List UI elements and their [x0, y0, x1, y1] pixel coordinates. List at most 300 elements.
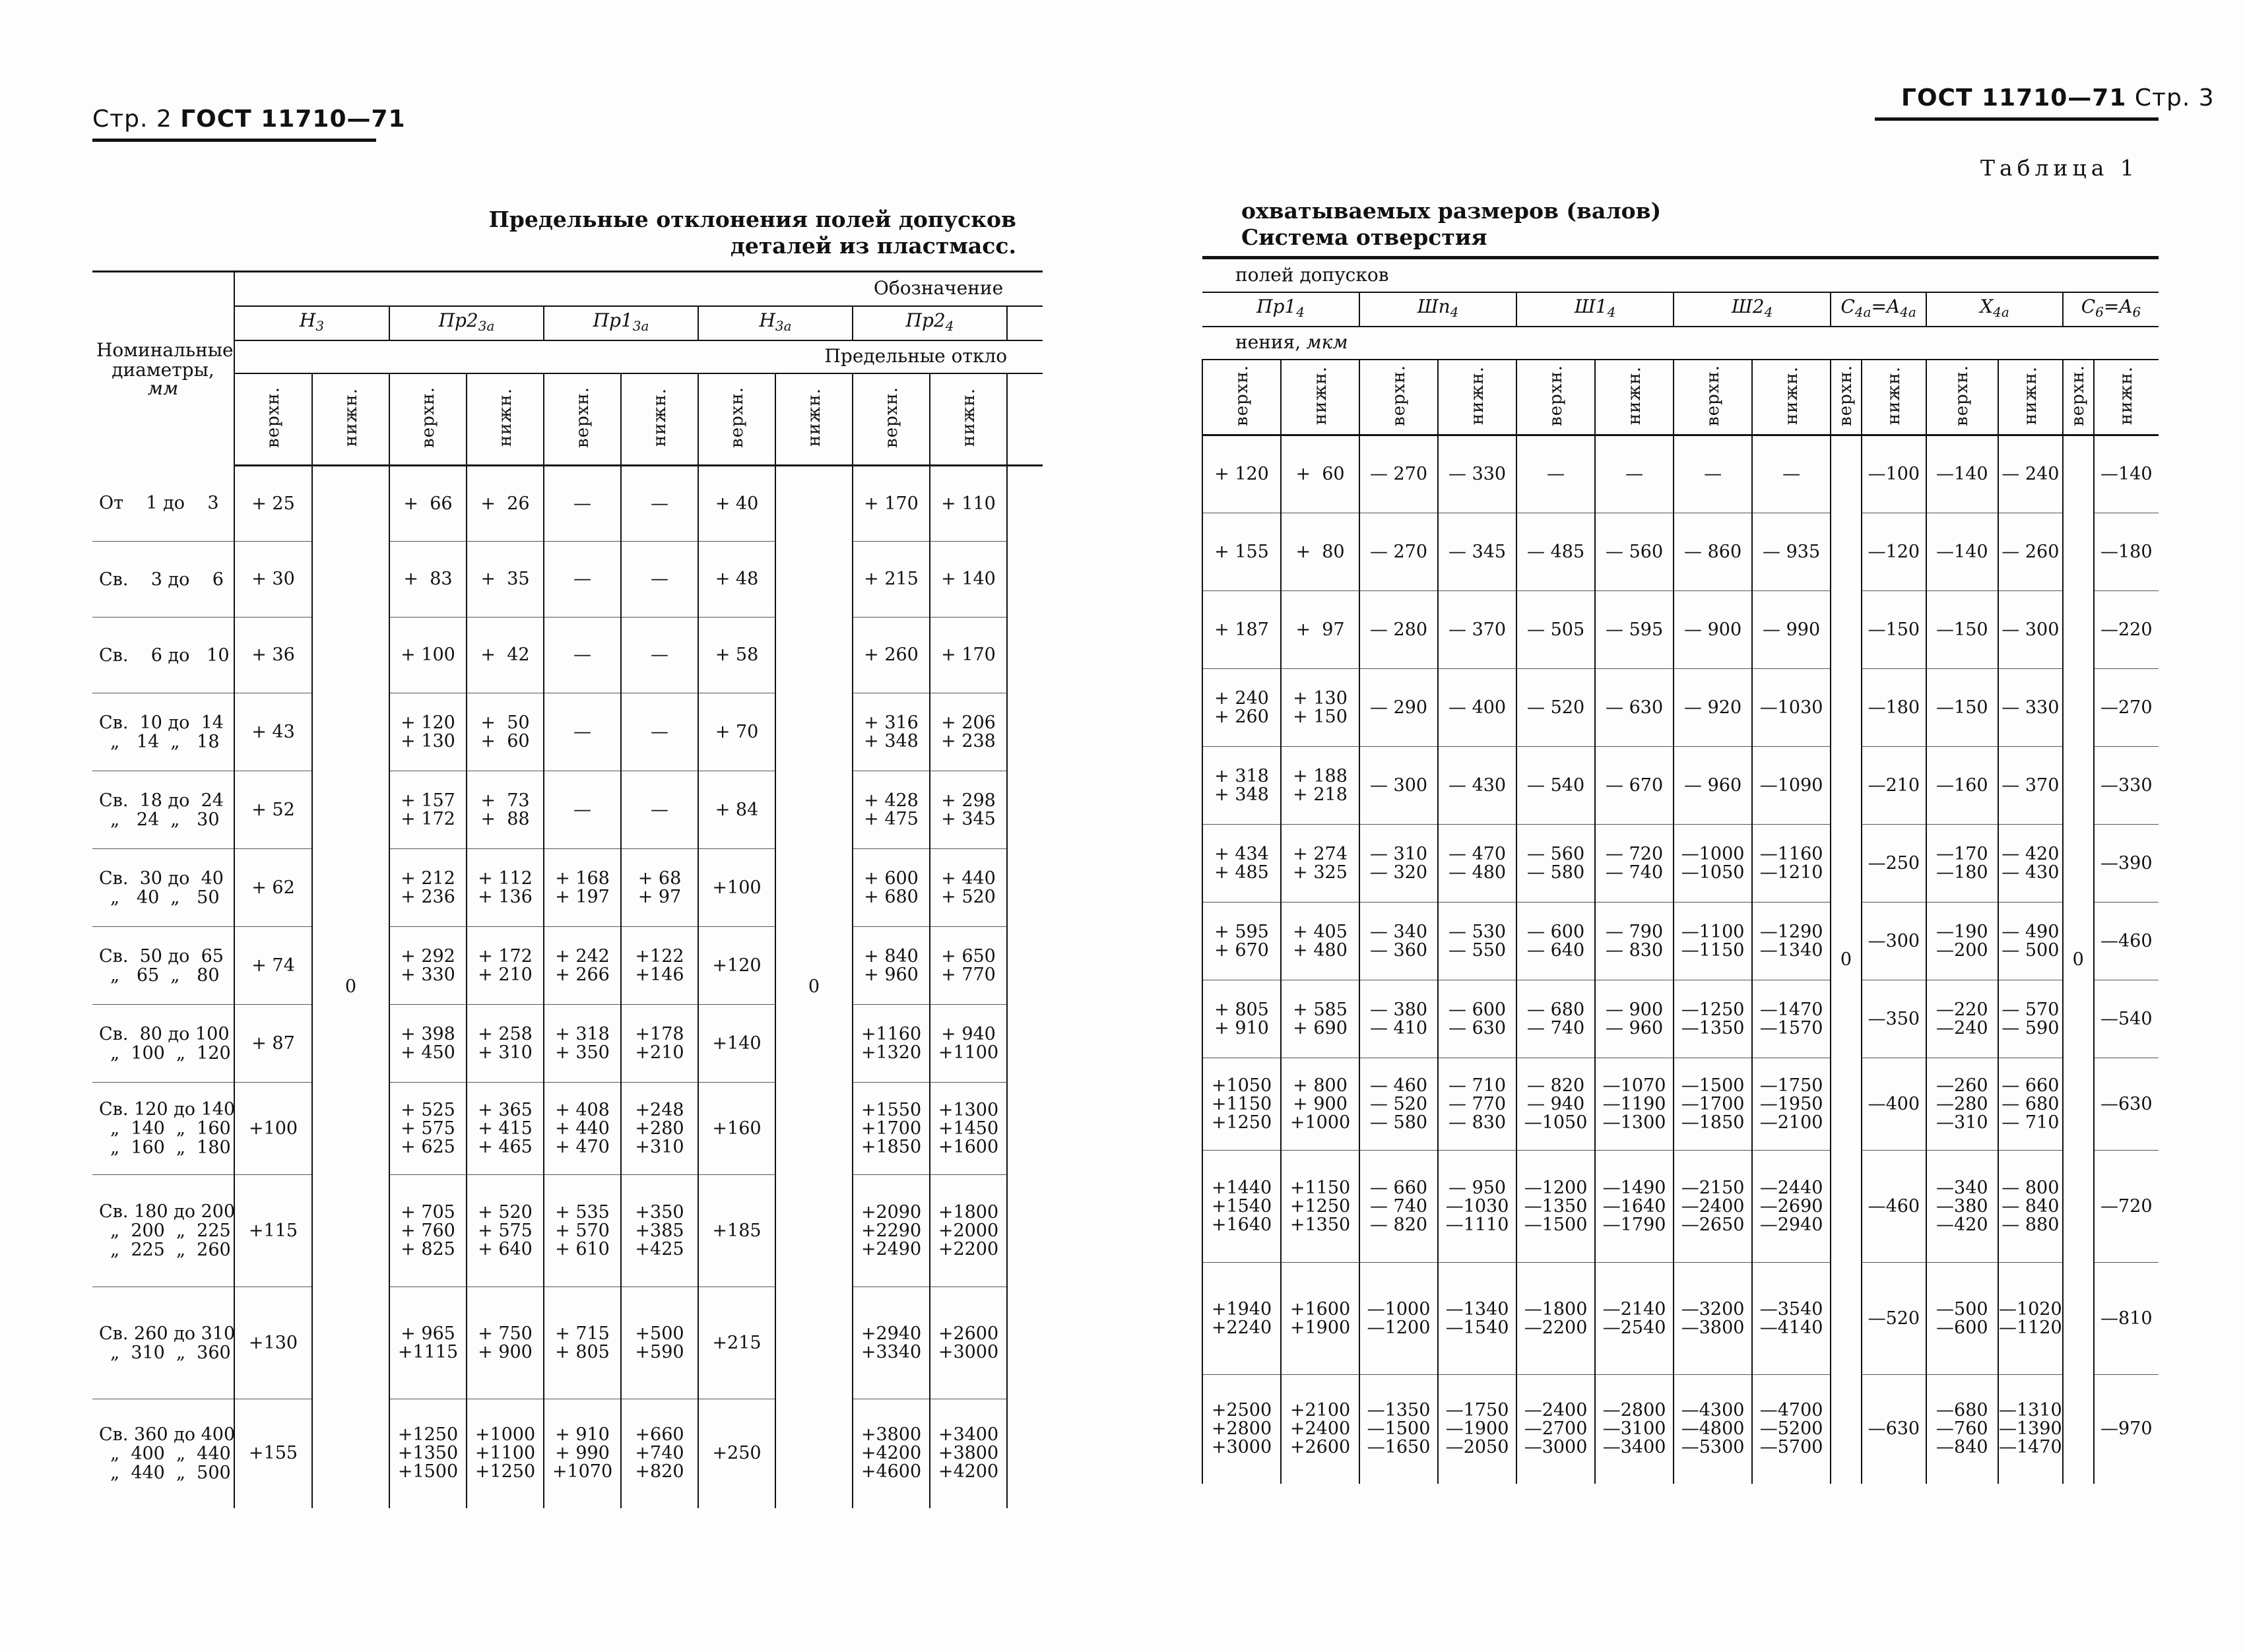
- cell-line: +3000: [1211, 1437, 1272, 1458]
- lower-deviation-header: [312, 373, 389, 466]
- cell-line: —120: [1868, 541, 1920, 562]
- upper-deviation-header: [698, 373, 775, 466]
- cell-line: —1790: [1602, 1214, 1666, 1235]
- field-header: [1926, 292, 2063, 327]
- upper-deviation-header: [389, 373, 467, 466]
- value-cell: [234, 1005, 312, 1083]
- cell-line: —: [651, 645, 668, 665]
- value-cell: [2094, 980, 2159, 1058]
- nominal-header-text: Номинальные диаметры,: [96, 339, 234, 381]
- cell-line: + 535: [555, 1201, 610, 1223]
- cell-line: + 610: [555, 1238, 610, 1259]
- cell-line: +660: [635, 1424, 684, 1446]
- cell-line: — 270: [1369, 464, 1428, 484]
- table-row: [92, 1287, 1043, 1399]
- cell-line: +4200: [938, 1461, 999, 1482]
- value-cell: [853, 693, 930, 771]
- cell-line: —1160: [1759, 843, 1823, 864]
- cell-line: +2500: [1211, 1400, 1272, 1421]
- cell-line: + 440: [941, 868, 996, 889]
- cell-line: +2000: [938, 1220, 999, 1241]
- cell-line: + 316: [864, 712, 919, 733]
- cell-line: —1390: [1998, 1418, 2062, 1440]
- cell-line: —: [573, 569, 591, 589]
- upper-label: верхн.: [1388, 364, 1409, 426]
- cell-line: —2400: [1681, 1195, 1745, 1217]
- cell-line: —140: [1936, 541, 1988, 562]
- running-head-left: [92, 106, 406, 133]
- cell-line: + 274: [1293, 843, 1348, 864]
- cell-line: + 575: [401, 1118, 455, 1139]
- value-cell: [467, 542, 544, 618]
- value-cell: [1674, 825, 1752, 903]
- cell-line: + 310: [478, 1042, 533, 1063]
- nominal-unit: мм: [147, 377, 179, 400]
- value-cell: [1674, 591, 1752, 669]
- cell-line: + 215: [864, 569, 919, 589]
- cell-line: —5200: [1759, 1418, 1823, 1440]
- cell-line: + 965: [401, 1323, 455, 1344]
- table-row: [92, 927, 1043, 1005]
- cell-line: —1640: [1602, 1195, 1666, 1217]
- value-cell: [1281, 825, 1359, 903]
- cell-line: —420: [1936, 1214, 1988, 1235]
- cell-line: —540: [2100, 1008, 2153, 1029]
- value-cell: [1862, 825, 1926, 903]
- cell-line: — 800: [2001, 1177, 2060, 1198]
- cell-line: —270: [2100, 697, 2153, 718]
- cell-line: —1020: [1998, 1298, 2062, 1319]
- upper-deviation-header: [1674, 360, 1752, 435]
- cell-line: — 320: [1369, 862, 1428, 883]
- cell-line: —340: [1936, 1177, 1988, 1198]
- value-cell: [1359, 669, 1438, 747]
- cell-line: + 480: [1293, 939, 1348, 961]
- cell-line: — 740: [1527, 1017, 1585, 1038]
- field-header-spacer: [1007, 306, 1043, 340]
- lower-label: нижн.: [495, 388, 515, 447]
- cell-line: + 825: [401, 1238, 455, 1259]
- cell-line: + 97: [637, 886, 682, 907]
- cell-line: +120: [712, 955, 762, 976]
- cell-line: Св. 30 до 40: [99, 868, 224, 889]
- cell-line: — 410: [1369, 1017, 1428, 1038]
- value-cell: [1595, 1058, 1674, 1151]
- cell-line: — 880: [2001, 1214, 2060, 1235]
- cell-line: —2700: [1524, 1418, 1588, 1440]
- cell-line: + 50: [480, 712, 530, 733]
- value-cell: [467, 1005, 544, 1083]
- cell-line: +1700: [861, 1118, 922, 1139]
- cell-line: —300: [1868, 930, 1920, 951]
- cell-line: —3000: [1524, 1437, 1588, 1458]
- cell-line: —1120: [1998, 1317, 2062, 1338]
- cell-line: + 120: [401, 712, 455, 733]
- value-cell: [930, 771, 1007, 849]
- cell-line: — 300: [1369, 775, 1428, 796]
- cell-line: — 460: [1369, 1075, 1428, 1096]
- upper-deviation-header: [2063, 360, 2094, 435]
- table-row: [1202, 513, 2159, 591]
- cell-line: —4300: [1681, 1400, 1745, 1421]
- value-cell: [621, 927, 698, 1005]
- cell-line: +185: [712, 1220, 762, 1241]
- value-cell: [389, 1005, 467, 1083]
- cell-line: + 97: [1295, 619, 1345, 640]
- cell-line: +1350: [397, 1443, 459, 1464]
- value-cell: [1926, 1058, 1998, 1151]
- cell-line: +3000: [938, 1341, 999, 1362]
- value-cell: [853, 1005, 930, 1083]
- value-cell: [467, 1399, 544, 1508]
- cell-line: +1100: [938, 1042, 999, 1063]
- cell-line: —1470: [1998, 1437, 2062, 1458]
- cell-line: + 318: [555, 1023, 610, 1044]
- cell-line: — 900: [1684, 619, 1742, 640]
- cell-line: —720: [2100, 1195, 2153, 1217]
- field-symbol: $Пр2_{3а}$: [438, 309, 495, 334]
- fields-header: [1202, 258, 2159, 292]
- value-cell: [1202, 1151, 1281, 1263]
- value-cell: [1998, 1263, 2063, 1375]
- value-cell: [1516, 903, 1595, 980]
- cell-line: — 570: [2001, 999, 2060, 1020]
- column-spacer: [1007, 1399, 1043, 1508]
- lower-label: нижн.: [804, 388, 824, 447]
- cell-line: —630: [1868, 1418, 1920, 1440]
- cell-line: + 157: [401, 790, 455, 811]
- lower-deviation-header: [621, 373, 698, 466]
- value-cell: [1281, 1263, 1359, 1375]
- cell-line: — 290: [1369, 697, 1428, 718]
- value-cell: [234, 618, 312, 693]
- cell-line: + 570: [555, 1220, 610, 1241]
- cell-line: — 340: [1369, 921, 1428, 942]
- cell-line: Св. 360 до 400: [99, 1424, 236, 1445]
- cell-line: + 40: [715, 493, 759, 514]
- cell-line: + 680: [864, 886, 919, 907]
- cell-line: —1340: [1445, 1298, 1509, 1319]
- size-range-cell: [92, 542, 234, 618]
- cell-line: —: [651, 799, 668, 820]
- cell-line: —150: [1868, 619, 1920, 640]
- cell-line: —5300: [1681, 1437, 1745, 1458]
- cell-line: +1250: [474, 1461, 536, 1482]
- cell-line: — 485: [1527, 541, 1585, 562]
- cell-line: —3800: [1681, 1317, 1745, 1338]
- value-cell: [621, 542, 698, 618]
- upper-label: верхн.: [727, 387, 747, 449]
- value-cell: [1674, 1375, 1752, 1484]
- value-cell: [1862, 1263, 1926, 1375]
- cell-line: —160: [1936, 775, 1988, 796]
- cell-line: + 715: [555, 1323, 610, 1344]
- cell-line: + 88: [480, 808, 530, 829]
- upper-deviation-header: [853, 373, 930, 466]
- cell-line: —: [573, 493, 591, 514]
- upper-deviation-header: [1926, 360, 1998, 435]
- cell-line: —1900: [1445, 1418, 1509, 1440]
- cell-line: +1000: [474, 1424, 536, 1446]
- cell-line: — 280: [1369, 619, 1428, 640]
- cell-line: +820: [635, 1461, 684, 1482]
- cell-line: + 172: [478, 945, 533, 967]
- value-cell: [621, 849, 698, 927]
- value-cell: [1516, 980, 1595, 1058]
- cell-line: +1640: [1211, 1214, 1272, 1235]
- field-symbol: $H_3$: [299, 309, 325, 334]
- cell-line: —: [1782, 464, 1801, 484]
- cell-line: — 240: [2001, 464, 2060, 484]
- cell-line: —4800: [1681, 1418, 1745, 1440]
- value-cell: [1926, 591, 1998, 669]
- value-cell: [621, 466, 698, 542]
- value-cell: [544, 771, 621, 849]
- cell-line: —180: [1868, 697, 1920, 718]
- cell-line: + 770: [941, 964, 996, 985]
- cell-line: —350: [1868, 1008, 1920, 1029]
- cell-line: Св. 18 до 24: [99, 790, 224, 811]
- cell-line: + 110: [941, 493, 996, 514]
- cell-line: + 206: [941, 712, 996, 733]
- value-cell: [698, 1287, 775, 1399]
- value-cell: [698, 1399, 775, 1508]
- field-header: [2063, 292, 2159, 327]
- title-line-2: Система отверстия: [1241, 224, 1487, 250]
- cell-line: + 575: [478, 1220, 533, 1241]
- cell-line: —600: [1936, 1317, 1988, 1338]
- value-cell: [234, 466, 312, 542]
- value-cell: [1752, 591, 1831, 669]
- title-line-2: деталей из пластмасс.: [730, 233, 1016, 259]
- cell-line: + 84: [715, 799, 759, 820]
- table-row: [92, 618, 1043, 693]
- cell-line: +3800: [938, 1443, 999, 1464]
- cell-line: —390: [2100, 852, 2153, 874]
- cell-line: —630: [2100, 1093, 2153, 1114]
- cell-line: — 740: [1369, 1195, 1428, 1217]
- cell-line: —1300: [1602, 1112, 1666, 1133]
- cell-line: + 600: [864, 868, 919, 889]
- cell-line: „ 200 „ 225: [99, 1221, 231, 1241]
- cell-line: + 465: [478, 1136, 533, 1157]
- cell-line: +122: [635, 945, 684, 967]
- cell-line: + 120: [1214, 464, 1269, 484]
- cell-line: „ 140 „ 160: [99, 1118, 231, 1139]
- value-cell: [1862, 903, 1926, 980]
- value-cell: [389, 618, 467, 693]
- value-cell: [930, 1287, 1007, 1399]
- value-cell: [1752, 1151, 1831, 1263]
- value-cell: [389, 771, 467, 849]
- value-cell: [1202, 1058, 1281, 1151]
- value-cell: [544, 1175, 621, 1287]
- value-cell: [1202, 1375, 1281, 1484]
- field-header: [1359, 292, 1516, 327]
- cell-line: + 625: [401, 1136, 455, 1157]
- table-number-label: Таблица 1: [1980, 155, 2139, 181]
- value-cell: [1438, 435, 1516, 513]
- value-cell: [1516, 1263, 1595, 1375]
- cell-line: —210: [1868, 775, 1920, 796]
- cell-line: +310: [635, 1136, 684, 1157]
- value-cell: [698, 542, 775, 618]
- value-cell: [2094, 435, 2159, 513]
- lower-deviation-header: [775, 373, 853, 466]
- cell-line: +1250: [397, 1424, 459, 1446]
- cell-line: — 960: [1606, 1017, 1664, 1038]
- cell-line: + 805: [1214, 999, 1269, 1020]
- cell-line: —250: [1868, 852, 1920, 874]
- cell-line: —1250: [1681, 999, 1745, 1020]
- field-symbol: $C_6=A_6$: [2081, 295, 2141, 320]
- cell-line: —240: [1936, 1017, 1988, 1038]
- cell-line: —2690: [1759, 1195, 1823, 1217]
- table-row: [1202, 591, 2159, 669]
- cell-line: — 920: [1684, 697, 1742, 718]
- cell-line: — 520: [1369, 1093, 1428, 1114]
- cell-line: —: [573, 799, 591, 820]
- value-cell: [1752, 980, 1831, 1058]
- cell-line: —1030: [1445, 1195, 1509, 1217]
- cell-line: — 430: [1448, 775, 1507, 796]
- lower-deviation-header: [1998, 360, 2063, 435]
- cell-line: — 430: [2001, 862, 2060, 883]
- value-cell: [544, 849, 621, 927]
- value-cell: [1862, 747, 1926, 825]
- zero-cell: 0: [1831, 435, 1862, 1484]
- column-spacer: [1007, 1287, 1043, 1399]
- cell-line: + 130: [1293, 687, 1348, 709]
- cell-line: + 188: [1293, 765, 1348, 786]
- cell-line: —1000: [1681, 843, 1745, 864]
- cell-line: — 630: [1448, 1017, 1507, 1038]
- cell-line: —1310: [1998, 1400, 2062, 1421]
- field-header: [1674, 292, 1831, 327]
- value-cell: [1674, 1151, 1752, 1263]
- cell-line: +155: [248, 1443, 298, 1464]
- cell-line: +160: [712, 1118, 762, 1139]
- value-cell: [930, 1083, 1007, 1175]
- column-spacer: [1007, 927, 1043, 1005]
- title-line-1: Предельные отклонения полей допусков: [488, 206, 1016, 232]
- value-cell: [1752, 435, 1831, 513]
- cell-line: + 236: [401, 886, 455, 907]
- table-row: [92, 1083, 1043, 1175]
- designation-label: Обозначение: [873, 277, 1004, 300]
- cell-line: + 136: [478, 886, 533, 907]
- value-cell: [698, 849, 775, 927]
- cell-line: +1320: [861, 1042, 922, 1063]
- cell-line: + 187: [1214, 619, 1269, 640]
- upper-label: верхн.: [1836, 364, 1856, 426]
- cell-line: —1650: [1367, 1437, 1431, 1458]
- cell-line: +1550: [861, 1099, 922, 1120]
- value-cell: [1202, 669, 1281, 747]
- cell-line: + 940: [941, 1023, 996, 1044]
- cell-line: + 60: [1295, 464, 1345, 484]
- cell-line: + 210: [478, 964, 533, 985]
- cell-line: —840: [1936, 1437, 1988, 1458]
- value-cell: [930, 618, 1007, 693]
- value-cell: [234, 927, 312, 1005]
- upper-deviation-header: [1202, 360, 1281, 435]
- cell-line: —2400: [1524, 1400, 1588, 1421]
- column-spacer: [1007, 693, 1043, 771]
- value-cell: [1752, 903, 1831, 980]
- cell-line: —1800: [1524, 1298, 1588, 1319]
- page-number: Стр. 3: [2134, 84, 2215, 111]
- value-cell: [698, 771, 775, 849]
- value-cell: [2094, 1375, 2159, 1484]
- value-cell: [930, 927, 1007, 1005]
- cell-line: — 935: [1763, 541, 1821, 562]
- cell-line: + 705: [401, 1201, 455, 1223]
- value-cell: [467, 693, 544, 771]
- cell-line: +1850: [861, 1136, 922, 1157]
- value-cell: [1516, 591, 1595, 669]
- value-cell: [1438, 980, 1516, 1058]
- cell-line: — 330: [2001, 697, 2060, 718]
- cell-line: + 66: [403, 493, 453, 514]
- value-cell: [1438, 591, 1516, 669]
- field-header: [1516, 292, 1674, 327]
- standard-code: ГОСТ 11710—71: [1901, 84, 2127, 111]
- cell-line: —2100: [1759, 1112, 1823, 1133]
- cell-line: + 168: [555, 868, 610, 889]
- cell-line: Св. 3 до 6: [99, 569, 224, 590]
- cell-line: —1070: [1602, 1075, 1666, 1096]
- value-cell: [621, 1175, 698, 1287]
- cell-line: —2800: [1602, 1400, 1666, 1421]
- field-symbol: $H_{3а}$: [759, 309, 792, 334]
- value-cell: [467, 1287, 544, 1399]
- value-cell: [1438, 513, 1516, 591]
- value-cell: [1438, 1263, 1516, 1375]
- table-row: [1202, 903, 2159, 980]
- size-range-cell: [92, 1175, 234, 1287]
- cell-line: + 80: [1295, 541, 1345, 562]
- value-cell: [1926, 1375, 1998, 1484]
- cell-line: +4600: [861, 1461, 922, 1482]
- value-cell: [1359, 903, 1438, 980]
- value-cell: [1862, 591, 1926, 669]
- column-spacer: [1007, 849, 1043, 927]
- cell-line: + 434: [1214, 843, 1269, 864]
- cell-line: — 370: [1448, 619, 1507, 640]
- cell-line: + 170: [941, 645, 996, 665]
- cell-line: —150: [1936, 697, 1988, 718]
- cell-line: —1500: [1524, 1214, 1588, 1235]
- value-cell: [389, 849, 467, 927]
- cell-line: —: [1625, 464, 1644, 484]
- cell-line: + 440: [555, 1118, 610, 1139]
- cell-line: +1150: [1211, 1093, 1272, 1114]
- table-row: [92, 466, 1043, 542]
- value-cell: [1674, 435, 1752, 513]
- value-cell: [1998, 513, 2063, 591]
- field-header: [698, 306, 853, 340]
- cell-line: —1700: [1681, 1093, 1745, 1114]
- upper-deviation-header: [1516, 360, 1595, 435]
- cell-line: —330: [2100, 775, 2153, 796]
- cell-line: — 950: [1448, 1177, 1507, 1198]
- cell-line: — 560: [1606, 541, 1664, 562]
- value-cell: [1202, 1263, 1281, 1375]
- value-cell: [2094, 1263, 2159, 1375]
- cell-line: — 480: [1448, 862, 1507, 883]
- cell-line: + 595: [1214, 921, 1269, 942]
